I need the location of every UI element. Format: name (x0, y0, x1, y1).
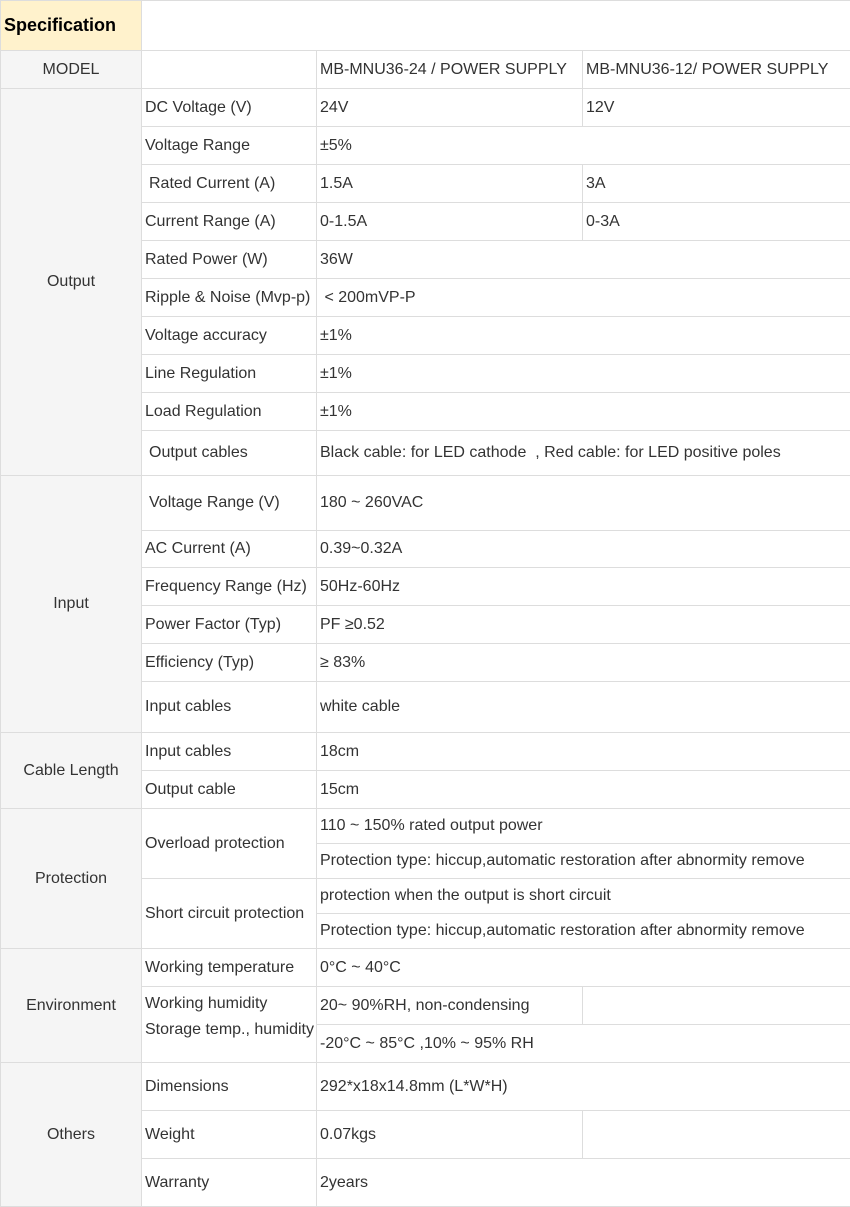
rated-current-value-12: 3A (583, 165, 850, 203)
humidity-storage-label-cell (142, 987, 317, 1063)
cable-length-category: Cable Length (1, 733, 142, 809)
cable-length-input-value: 18cm (317, 733, 850, 771)
working-temperature-row (1, 949, 850, 987)
ac-current-label: AC Current (A) (142, 531, 317, 568)
input-voltage-range-value: 180 ~ 260VAC (317, 476, 850, 531)
cable-length-input-label: Input cables (142, 733, 317, 771)
weight-label: Weight (142, 1111, 317, 1159)
working-humidity-label: Working humidity (145, 995, 313, 1013)
input-cables-label: Input cables (142, 682, 317, 733)
input-voltage-range-row (1, 476, 850, 531)
input-voltage-range-text: Voltage Range (V) (145, 494, 280, 512)
storage-label: Storage temp., humidity (145, 1021, 313, 1039)
specification-title: Specification (1, 1, 142, 51)
cable-length-output-label: Output cable (142, 771, 317, 809)
weight-blank (583, 1111, 850, 1159)
overload-label: Overload protection (142, 809, 317, 879)
output-dc-voltage-row (1, 89, 850, 127)
working-humidity-value: 20~ 90%RH, non-condensing (317, 987, 583, 1025)
environment-category: Environment (1, 949, 142, 1063)
warranty-label: Warranty (142, 1159, 317, 1207)
overload-line1: 110 ~ 150% rated output power (317, 809, 850, 844)
ac-current-value: 0.39~0.32A (317, 531, 850, 568)
dimensions-row (1, 1063, 850, 1111)
short-circuit-label: Short circuit protection (142, 879, 317, 949)
current-range-value-24: 0-1.5A (317, 203, 583, 241)
model-row (1, 51, 850, 89)
short-circuit-line1: protection when the output is short circuit (317, 879, 850, 914)
weight-value: 0.07kgs (317, 1111, 583, 1159)
frequency-range-label: Frequency Range (Hz) (142, 568, 317, 606)
model-blank (142, 51, 317, 89)
title-row (1, 1, 850, 51)
rated-power-label: Rated Power (W) (142, 241, 317, 279)
load-regulation-value: ±1% (317, 393, 850, 431)
model-col2: MB-MNU36-12/ POWER SUPPLY (583, 51, 850, 89)
efficiency-value: ≥ 83% (317, 644, 850, 682)
title-blank (142, 1, 850, 51)
current-range-value-12: 0-3A (583, 203, 850, 241)
line-regulation-value: ±1% (317, 355, 850, 393)
cable-length-output-value: 15cm (317, 771, 850, 809)
output-cables-label (142, 431, 317, 476)
cable-length-input-row (1, 733, 850, 771)
voltage-range-value: ±5% (317, 127, 850, 165)
output-cables-value: Black cable: for LED cathode , Red cable: for LED positive poles (317, 431, 850, 476)
line-regulation-label: Line Regulation (142, 355, 317, 393)
warranty-value: 2years (317, 1159, 850, 1207)
ripple-label: Ripple & Noise (Mvp-p) (142, 279, 317, 317)
dc-voltage-value-12: 12V (583, 89, 850, 127)
output-cables-text: Output cables (145, 444, 248, 462)
input-cables-value: white cable (317, 682, 850, 733)
rated-power-value: 36W (317, 241, 850, 279)
load-regulation-label: Load Regulation (142, 393, 317, 431)
working-humidity-blank (583, 987, 850, 1025)
power-factor-value: PF ≥0.52 (317, 606, 850, 644)
rated-current-label (142, 165, 317, 203)
rated-current-value-24: 1.5A (317, 165, 583, 203)
voltage-accuracy-label: Voltage accuracy (142, 317, 317, 355)
others-category: Others (1, 1063, 142, 1207)
model-col1: MB-MNU36-24 / POWER SUPPLY (317, 51, 583, 89)
dc-voltage-label: DC Voltage (V) (142, 89, 317, 127)
efficiency-label: Efficiency (Typ) (142, 644, 317, 682)
input-voltage-range-label (142, 476, 317, 531)
overload-line2: Protection type: hiccup,automatic restoration after abnormity remove (317, 844, 850, 879)
voltage-range-label: Voltage Range (142, 127, 317, 165)
current-range-label: Current Range (A) (142, 203, 317, 241)
model-label: MODEL (1, 51, 142, 89)
working-temperature-label: Working temperature (142, 949, 317, 987)
output-category: Output (1, 89, 142, 476)
dc-voltage-value-24: 24V (317, 89, 583, 127)
power-factor-label: Power Factor (Typ) (142, 606, 317, 644)
frequency-range-value: 50Hz-60Hz (317, 568, 850, 606)
protection-category: Protection (1, 809, 142, 949)
voltage-accuracy-value: ±1% (317, 317, 850, 355)
dimensions-value: 292*x18x14.8mm (L*W*H) (317, 1063, 850, 1111)
input-category: Input (1, 476, 142, 733)
ripple-value: < 200mVP-P (317, 279, 850, 317)
storage-value: -20°C ~ 85°C ,10% ~ 95% RH (317, 1025, 850, 1063)
dimensions-label: Dimensions (142, 1063, 317, 1111)
rated-current-text: Rated Current (A) (145, 175, 275, 193)
short-circuit-line2: Protection type: hiccup,automatic restoration after abnormity remove (317, 914, 850, 949)
overload-row-1 (1, 809, 850, 844)
working-temperature-value: 0°C ~ 40°C (317, 949, 850, 987)
